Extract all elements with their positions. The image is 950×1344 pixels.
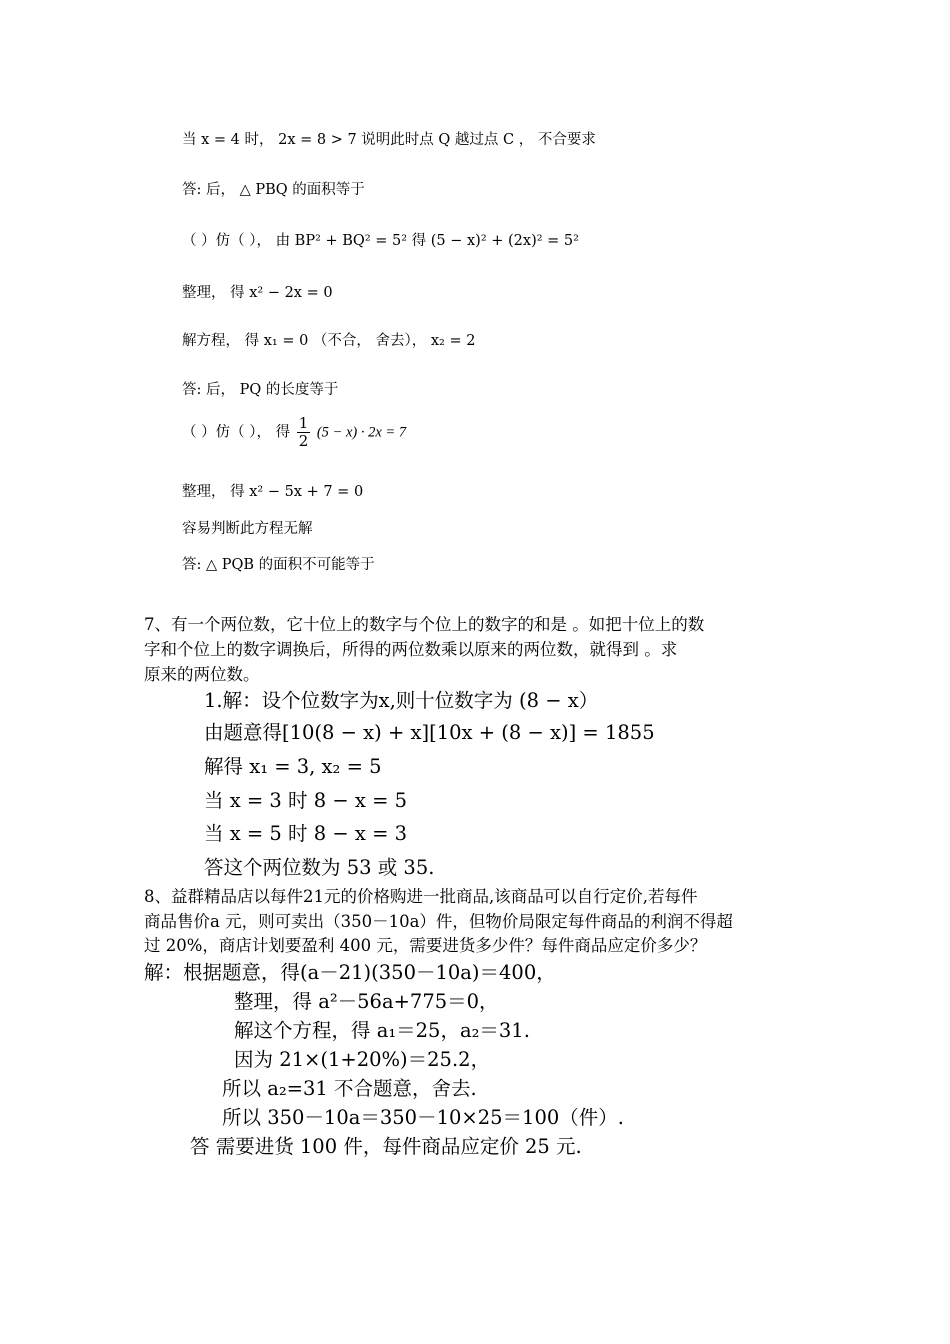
text-line: 答 需要进货 100 件，每件商品应定价 25 元. <box>190 1135 582 1158</box>
text-line: 因为 21×(1+20%)＝25.2， <box>234 1048 491 1071</box>
text-line: 当 x = 4 时， 2x = 8 > 7 说明此时点 Q 越过点 C ， 不合要求 <box>182 132 596 148</box>
text-line: 7、有一个两位数，它十位上的数字与个位上的数字的和是 。如把十位上的数 <box>144 615 705 634</box>
text-line: 由题意得[10(8 − x) + x][10x + (8 − x)] = 1855 <box>204 721 655 744</box>
fraction-numerator: 1 <box>298 414 309 432</box>
text-line: 所以 a₂=31 不合题意，舍去. <box>222 1077 477 1100</box>
fraction-denominator: 2 <box>298 432 309 450</box>
text-line: 1.解：设个位数字为x,则十位数字为 (8 − x） <box>204 689 599 712</box>
text-segment: （ ）仿（ ）， 得 <box>182 424 291 441</box>
text-line: 当 x = 5 时 8 − x = 3 <box>204 822 408 845</box>
text-line <box>182 415 406 450</box>
text-line: 解方程， 得 x₁ = 0 （不合， 舍去）， x₂ = 2 <box>182 333 476 349</box>
text-line: 商品售价a 元，则可卖出（350－10a）件，但物价局限定每件商品的利润不得超 <box>144 912 733 931</box>
text-line: 解：根据题意，得(a－21)(350－10a)＝400， <box>144 961 556 984</box>
text-line: 整理，得 a²－56a+775＝0， <box>234 990 499 1013</box>
fraction <box>297 415 311 450</box>
text-line: 答: 后， PQ 的长度等于 <box>182 382 339 398</box>
text-line: 容易判断此方程无解 <box>182 521 313 537</box>
text-line: 答这个两位数为 53 或 35. <box>204 856 435 879</box>
text-line: 整理， 得 x² − 5x + 7 = 0 <box>182 484 364 500</box>
text-line: 答: 后， △ PBQ 的面积等于 <box>182 182 365 198</box>
text-line: 8、益群精品店以每件21元的价格购进一批商品,该商品可以自行定价,若每件 <box>144 887 698 906</box>
text-line: 过 20%，商店计划要盈利 400 元，需要进货多少件？每件商品应定价多少？ <box>144 936 707 955</box>
text-line: 解这个方程，得 a₁＝25，a₂＝31. <box>234 1019 530 1042</box>
text-segment: (5 − x) · 2x = 7 <box>316 424 407 441</box>
text-line: 当 x = 3 时 8 − x = 5 <box>204 789 408 812</box>
text-line: 所以 350－10a＝350－10×25＝100（件）. <box>222 1106 624 1129</box>
text-line: （ ）仿（ ）， 由 BP² + BQ² = 5² 得 (5 − x)² + (2x)² = 5² <box>182 233 579 249</box>
text-line: 解得 x₁ = 3, x₂ = 5 <box>204 755 382 778</box>
text-line: 字和个位上的数字调换后，所得的两位数乘以原来的两位数，就得到 。求 <box>144 640 678 659</box>
text-line: 整理， 得 x² − 2x = 0 <box>182 285 333 301</box>
text-line: 原来的两位数。 <box>144 665 260 684</box>
text-line: 答: △ PQB 的面积不可能等于 <box>182 557 375 573</box>
